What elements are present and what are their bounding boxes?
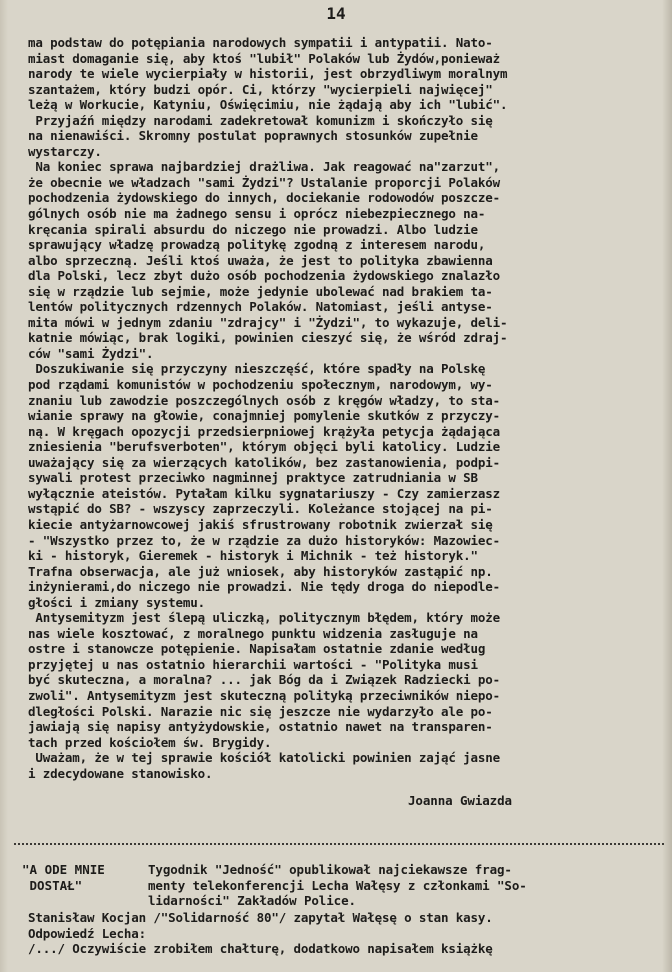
article-line: albo sprzeczną. Jeśli ktoś uważa, że jest to polityka zbawienna: [28, 252, 493, 268]
article-line: kręcania spirali absurdu do niczego nie prowadzi. Albo ludzie: [28, 221, 478, 237]
article-line: kiecie antyżarnowcowej jakiś sfrustrowany robotnik zwierzał się: [28, 516, 493, 532]
section-body: [28, 910, 668, 957]
article-line: katnie mówiąc, brak logiki, powinien cieszyć się, że wśród zdraj-: [28, 330, 508, 346]
article-line: Doszukiwanie się przyczyny nieszczęść, które spadły na Polskę: [28, 361, 486, 377]
article-line: przyjętej u nas ostatnio hierarchii wartości - "Polityka musi: [28, 656, 478, 672]
article-line: Przyjaźń między narodami zadekretował komunizm i skończyło się: [28, 112, 493, 128]
article-line: jawiają się napisy antyżydowskie, ostatnio nawet na transparen-: [28, 719, 493, 735]
page-number: 14: [326, 4, 346, 23]
page-edge-left: [0, 0, 8, 972]
article-line: głości i zmiany systemu.: [28, 594, 206, 610]
article-line: mita mówi w jednym zdaniu "zdrajcy" i "Żydzi", to wykazuje, deli-: [28, 314, 508, 330]
article-line: szantażem, który budzi opór. Ci, którzy "wycierpieli najwięcej": [28, 81, 493, 97]
article-line: wstąpić do SB? - wszyscy zaprzeczyli. Koleżance stojącej na pi-: [28, 501, 493, 517]
article-line: znaniu lub zawodzie poszczególnych osób z kręgów władzy, to sta-: [28, 392, 501, 408]
article-line: ną. W kręgach opozycji przedsierpniowej krążyła petycja żądająca: [28, 423, 501, 439]
section-divider: [14, 843, 664, 845]
article-line: zniesienia "berufsverboten", którym objęci byli katolicy. Ludzie: [28, 439, 501, 455]
article-line: pod rządami komunistów w pochodzeniu społecznym, narodowym, wy-: [28, 377, 493, 393]
article-line: inżynierami,do niczego nie prowadzi. Nie tędy droga do niepodle-: [28, 579, 501, 595]
section-body-line: /.../ Oczywiście zrobiłem chałturę, dodatkowo napisałem książkę: [28, 941, 493, 956]
article-line: wyłącznie ateistów. Pytałam kilku sygnatariuszy - Czy zamierzasz: [28, 485, 501, 501]
section-title-line: "A ODE MNIE: [22, 862, 105, 877]
section-intro-line: menty telekonferencji Lecha Wałęsy z członkami "So-: [148, 877, 527, 893]
article-line: Antysemityzm jest ślepą uliczką, politycznym błędem, który może: [28, 610, 501, 626]
section-intro: [148, 862, 658, 909]
article-line: Uważam, że w tej sprawie kościół katolicki powinien zająć jasne: [28, 750, 501, 766]
article-line: uważający się za wierzących katolików, bez zastanowienia, podpi-: [28, 454, 501, 470]
article-line: się w rządzie lub sejmie, może jedynie ubolewać nad brakiem ta-: [28, 283, 493, 299]
article-line: ostre i stanowcze potępienie. Napisałam ostatnie zdanie według: [28, 641, 486, 657]
article-line: wystarczy.: [28, 143, 102, 159]
author-signature: Joanna Gwiazda: [408, 793, 512, 808]
article-line: leżą w Workucie, Katyniu, Oświęcimiu, nie żądają aby ich "lubić".: [28, 97, 508, 113]
article-line: miast domaganie się, aby ktoś "lubił" Polaków lub Żydów,ponieważ: [28, 50, 501, 66]
article-line: gólnych osób nie ma żadnego sensu i oprócz niebezpiecznego na-: [28, 206, 486, 222]
article-line: i zdecydowane stanowisko.: [28, 765, 213, 781]
article-line: ców "sami Żydzi".: [28, 345, 154, 361]
article-line: wianie sprawy na głowie, conajmniej pomylenie skutków z przyczy-: [28, 408, 501, 424]
article-line: lentów politycznych rdzennych Polaków. Natomiast, jeśli antyse-: [28, 299, 493, 315]
article-line: Na koniec sprawa najbardziej drażliwa. Jak reagować na"zarzut",: [28, 159, 501, 175]
article-line: być skuteczna, a moralna? ... jak Bóg da i Związek Radziecki po-: [28, 672, 501, 688]
article-line: narody te wiele wycierpiały w historii, jest obrzydliwym moralnym: [28, 66, 508, 82]
article-line: pochodzenia żydowskiego do innych, dociekanie rodowodów poszcze-: [28, 190, 501, 206]
section-title-line: DOSTAŁ": [22, 877, 83, 893]
article-line: Trafna obserwacja, ale już wniosek, aby historyków zastąpić np.: [28, 563, 493, 579]
article-line: - "Wszystko przez to, że w rządzie za dużo historyków: Mazowiec-: [28, 532, 501, 548]
article-line: dległości Polski. Narazie nic się jeszcze nie wydarzyło ale po-: [28, 703, 493, 719]
article-line: dla Polski, lecz zbyt dużo osób pochodzenia żydowskiego znalazło: [28, 268, 501, 284]
section-intro-line: Tygodnik "Jedność" opublikował najciekawsze frag-: [148, 862, 512, 877]
section-intro-line: lidarności" Zakładów Police.: [148, 893, 356, 908]
article-body: [28, 35, 658, 781]
page-edge-right: [662, 0, 672, 972]
section-body-line: Odpowiedź Lecha:: [28, 925, 147, 941]
section-body-line: Stanisław Kocjan /"Solidarność 80"/ zapytał Wałęsę o stan kasy.: [28, 910, 493, 925]
article-line: na nienawiści. Skromny postulat poprawnych stosunków zupełnie: [28, 128, 478, 144]
article-line: zwoli". Antysemityzm jest skuteczną polityką przeciwników niepo-: [28, 687, 501, 703]
article-line: ma podstaw do potępiania narodowych sympatii i antypatii. Nato-: [28, 35, 493, 50]
article-line: sywali protest przeciwko nagminnej praktyce zatrudniania w SB: [28, 470, 478, 486]
section-title: [22, 862, 105, 893]
article-line: ki - historyk, Gieremek - historyk i Michnik - też historyk.": [28, 548, 478, 564]
article-line: tach przed kościołem św. Brygidy.: [28, 734, 272, 750]
article-line: sprawujący władzę prowadzą politykę zgodną z interesem narodu,: [28, 237, 486, 253]
article-line: że obecnie we władzach "sami Żydzi"? Ustalanie proporcji Polaków: [28, 174, 501, 190]
article-line: nas wiele kosztować, z moralnego punktu widzenia zasługuje na: [28, 625, 478, 641]
